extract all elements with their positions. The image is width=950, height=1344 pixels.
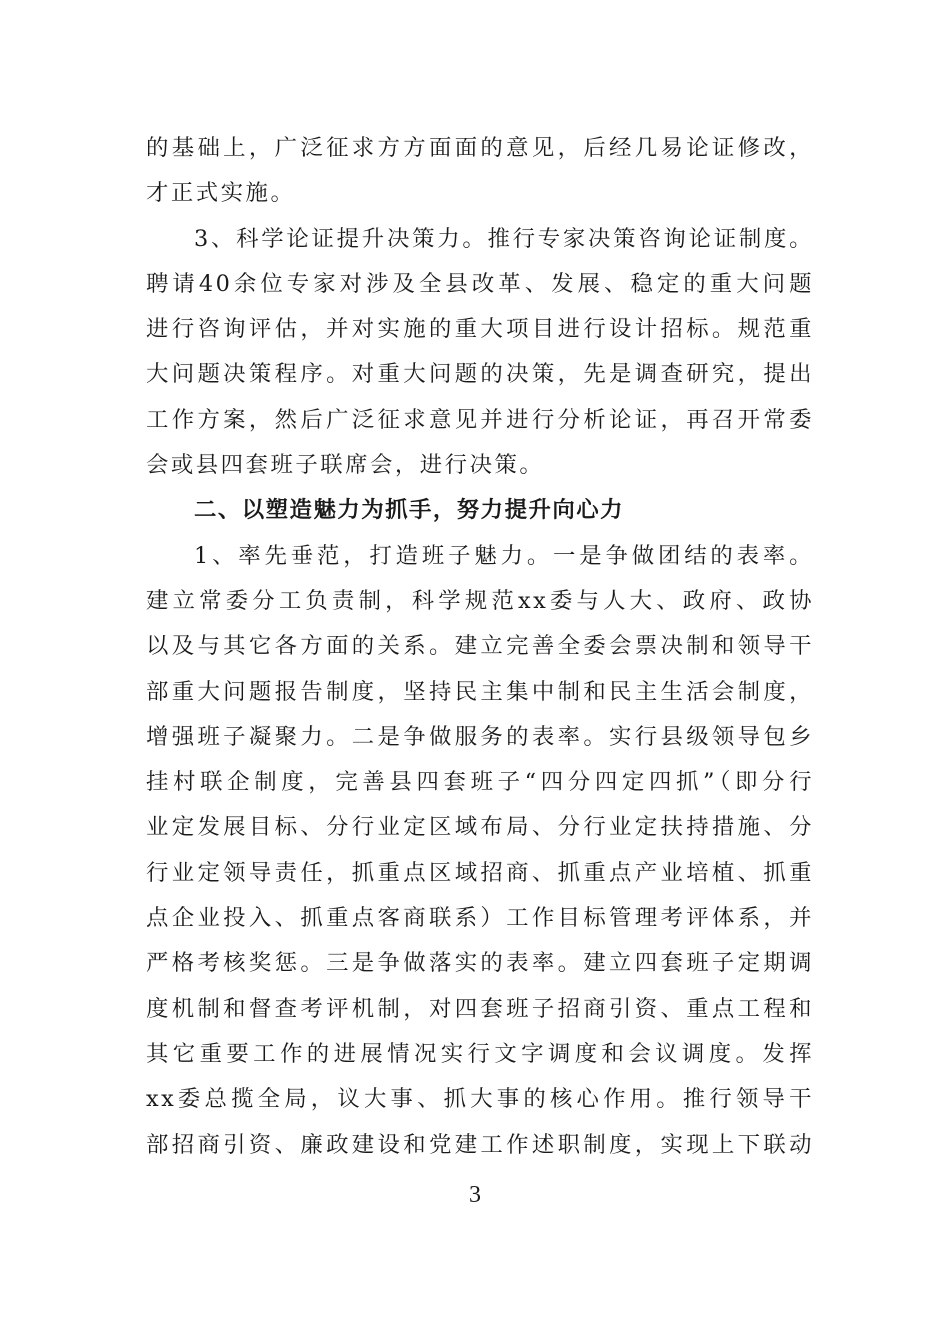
body-line: 建立常委分工负责制，科学规范xx委与人大、政府、政协: [146, 587, 814, 614]
body-line: 部重大问题报告制度，坚持民主集中制和民主生活会制度，: [146, 678, 814, 705]
body-line: 增强班子凝聚力。二是争做服务的表率。实行县级领导包乡: [146, 723, 814, 750]
body-line: 的基础上，广泛征求方方面面的意见，后经几易论证修改，: [146, 135, 814, 161]
body-line: 其它重要工作的进展情况实行文字调度和会议调度。发挥: [146, 1040, 814, 1067]
body-line: xx委总揽全局，议大事、抓大事的核心作用。推行领导干: [146, 1086, 814, 1113]
section-heading: 二、以塑造魅力为抓手，努力提升向心力: [194, 497, 625, 524]
page-number: 3: [469, 1182, 481, 1208]
body-line: 才正式实施。: [146, 180, 296, 207]
body-line: 严格考核奖惩。三是争做落实的表率。建立四套班子定期调: [146, 950, 814, 977]
body-line: 点企业投入、抓重点客商联系）工作目标管理考评体系，并: [146, 905, 814, 932]
body-line: 挂村联企制度，完善县四套班子“四分四定四抓”（即分行: [146, 769, 814, 796]
body-line: 会或县四套班子联席会，进行决策。: [146, 452, 545, 479]
paragraph-start-line: 3、科学论证提升决策力。推行专家决策咨询论证制度。: [194, 225, 814, 252]
paragraph-start-line: 1、率先垂范，打造班子魅力。一是争做团结的表率。: [194, 542, 814, 569]
body-line: 部招商引资、廉政建设和党建工作述职制度，实现上下联动: [146, 1131, 814, 1158]
body-line: 大问题决策程序。对重大问题的决策，先是调查研究，提出: [146, 361, 814, 388]
body-line: 以及与其它各方面的关系。建立完善全委会票决制和领导干: [146, 633, 814, 660]
body-line: 度机制和督查考评机制，对四套班子招商引资、重点工程和: [146, 995, 814, 1022]
body-line: 业定发展目标、分行业定区域布局、分行业定扶持措施、分: [146, 814, 814, 841]
body-line: 行业定领导责任，抓重点区域招商、抓重点产业培植、抓重: [146, 859, 814, 886]
body-line: 聘请40余位专家对涉及全县改革、发展、稳定的重大问题: [146, 270, 814, 297]
document-body: [146, 126, 814, 1168]
body-line: 工作方案，然后广泛征求意见并进行分析论证，再召开常委: [146, 406, 814, 433]
body-line: 进行咨询评估，并对实施的重大项目进行设计招标。规范重: [146, 316, 814, 343]
